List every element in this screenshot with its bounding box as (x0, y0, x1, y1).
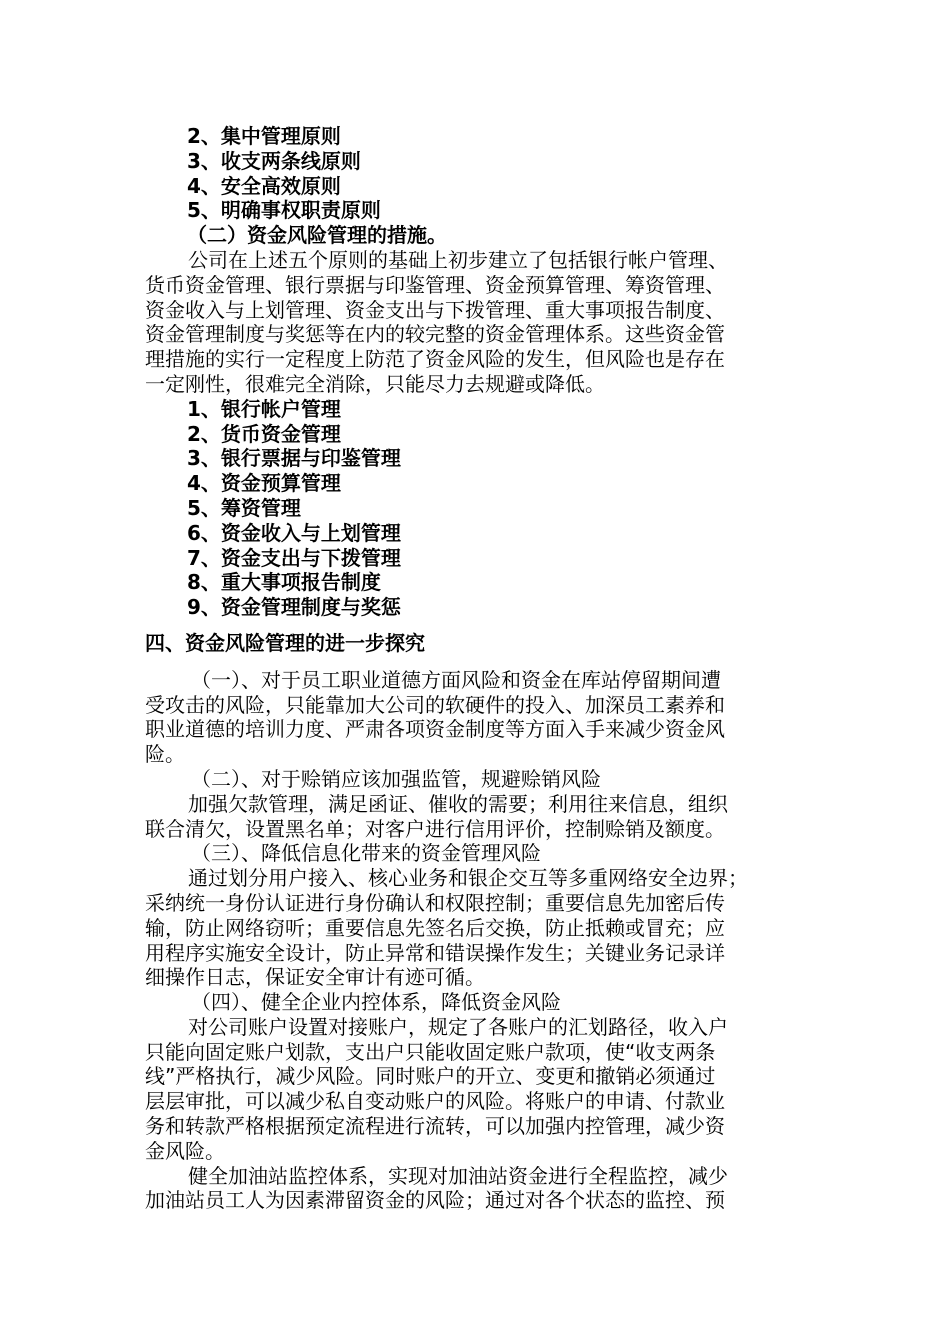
paragraph-line: 一定刚性，很难完全消除，只能尽力去规避或降低。 (145, 371, 605, 396)
measures-list (145, 397, 810, 620)
paragraph-line: 线”严格执行，减少风险。同时账户的开立、变更和撤销必须通过 (145, 1064, 716, 1089)
paragraph-line: 理措施的实行一定程度上防范了资金风险的发生，但风险也是存在 (145, 347, 725, 372)
paragraph-line: 只能向固定账户划款，支出户只能收固定账户款项，使“收支两条 (145, 1039, 716, 1064)
section-body (145, 668, 810, 1214)
paragraph-line: 资金收入与上划管理、资金支出与下拨管理、重大事项报告制度、 (145, 297, 725, 322)
paragraph-line: （一）、对于员工职业道德方面风险和资金在库站停留期间遭 (191, 667, 721, 692)
paragraph-line: 对公司账户设置对接账户，规定了各账户的汇划路径，收入户 (188, 1014, 728, 1039)
principle-item: 4、安全高效原则 (187, 173, 341, 198)
paragraph-line: 输，防止网络窃听；重要信息先签名后交换，防止抵赖或冒充；应 (145, 915, 725, 940)
paragraph-line: 加强欠款管理，满足函证、催收的需要；利用往来信息，组织 (188, 791, 728, 816)
paragraph-line: （四）、健全企业内控体系，降低资金风险 (191, 990, 561, 1015)
paragraph-line: 层层审批，可以减少私自变动账户的风险。将账户的申请、付款业 (145, 1089, 725, 1114)
measure-item: 9、资金管理制度与奖惩 (187, 595, 401, 620)
principle-item: 5、明确事权职责原则 (187, 198, 381, 223)
paragraph-line: 公司在上述五个原则的基础上初步建立了包括银行帐户管理、 (188, 247, 728, 272)
measure-item: 3、银行票据与印鉴管理 (187, 446, 401, 471)
paragraph-line: 务和转款严格根据预定流程进行流转，可以加强内控管理，减少资 (145, 1114, 725, 1139)
measure-item: 5、筹资管理 (187, 495, 301, 520)
paragraph-line: 职业道德的培训力度、严肃各项资金制度等方面入手来减少资金风 (145, 717, 725, 742)
paragraph-line: （二）、对于赊销应该加强监管，规避赊销风险 (191, 766, 601, 791)
measure-item: 4、资金预算管理 (187, 471, 341, 496)
paragraph-line: 险。 (145, 742, 185, 767)
paragraph-line: 通过划分用户接入、核心业务和银企交互等多重网络安全边界； (188, 866, 748, 891)
measure-item: 1、银行帐户管理 (187, 396, 341, 421)
measure-item: 8、重大事项报告制度 (187, 570, 381, 595)
paragraph-line: 资金管理制度与奖惩等在内的较完整的资金管理体系。这些资金管 (145, 322, 725, 347)
paragraph-line: 用程序实施安全设计，防止异常和错误操作发生；关键业务记录详 (145, 940, 725, 965)
paragraph-line: （三）、降低信息化带来的资金管理风险 (191, 841, 541, 866)
principle-item: 3、收支两条线原则 (187, 148, 361, 173)
section-heading: 四、资金风险管理的进一步探究 (145, 630, 425, 655)
paragraph-line: 受攻击的风险，只能靠加大公司的软硬件的投入、加深员工素养和 (145, 692, 725, 717)
paragraph-line: 加油站员工人为因素滞留资金的风险；通过对各个状态的监控、预 (145, 1188, 725, 1213)
measure-item: 7、资金支出与下拨管理 (187, 545, 401, 570)
paragraph-line: 货币资金管理、银行票据与印鉴管理、资金预算管理、筹资管理、 (145, 272, 725, 297)
paragraph-line: 联合清欠，设置黑名单；对客户进行信用评价，控制赊销及额度。 (145, 816, 725, 841)
principles-list (145, 124, 810, 223)
paragraph-line: 采纳统一身份认证进行身份确认和权限控制；重要信息先加密后传 (145, 890, 725, 915)
measure-item: 6、资金收入与上划管理 (187, 520, 401, 545)
paragraph-line: 健全加油站监控体系，实现对加油站资金进行全程监控，减少 (188, 1163, 728, 1188)
principle-item: 2、集中管理原则 (187, 124, 341, 148)
paragraph-line: 细操作日志，保证安全审计有迹可循。 (145, 965, 485, 990)
document-page (145, 124, 810, 1213)
measure-item: 2、货币资金管理 (187, 421, 341, 446)
measures-intro-paragraph (145, 248, 810, 397)
measures-heading: （二）资金风险管理的措施。 (187, 223, 447, 248)
paragraph-line: 金风险。 (145, 1138, 225, 1163)
